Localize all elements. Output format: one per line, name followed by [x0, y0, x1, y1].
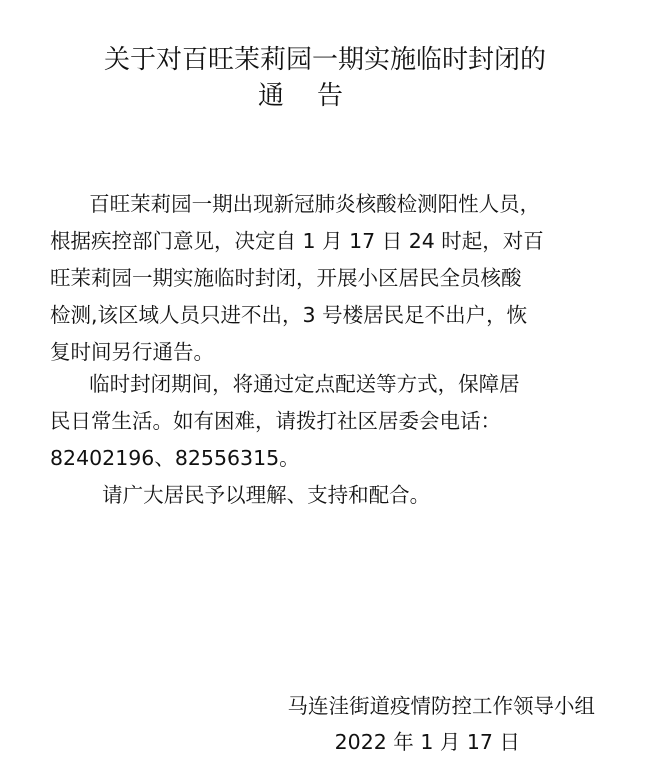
- paragraph-line: 百旺茉莉园一期出现新冠肺炎核酸检测阳性人员，: [50, 192, 541, 216]
- paragraph-line: 临时封闭期间，将通过定点配送等方式，保障居: [50, 372, 520, 396]
- paragraph-line: 根据疾控部门意见，决定自 1 月 17 日 24 时起，对百: [50, 229, 544, 253]
- signature-organization: 马连洼街道疫情防控工作领导小组: [287, 694, 595, 718]
- paragraph-1: [50, 186, 610, 371]
- paragraph-3: [50, 477, 610, 514]
- paragraph-line: 民日常生活。如有困难，请拨打社区居委会电话：: [50, 409, 501, 433]
- paragraph-line: 复时间另行通告。: [50, 340, 214, 364]
- paragraph-line: 82402196、82556315。: [50, 446, 300, 470]
- notice-title-subtitle: 通 告: [258, 81, 344, 111]
- paragraph-2: [50, 366, 610, 477]
- notice-title: 关于对百旺茉莉园一期实施临时封闭的: [103, 45, 546, 75]
- signature-date: 2022 年 1 月 17 日: [334, 730, 520, 754]
- paragraph-line: 检测,该区域人员只进不出，3 号楼居民足不出户，恢: [50, 303, 528, 327]
- paragraph-line: 请广大居民予以理解、支持和配合。: [50, 483, 431, 507]
- paragraph-line: 旺茉莉园一期实施临时封闭，开展小区居民全员核酸: [50, 266, 522, 290]
